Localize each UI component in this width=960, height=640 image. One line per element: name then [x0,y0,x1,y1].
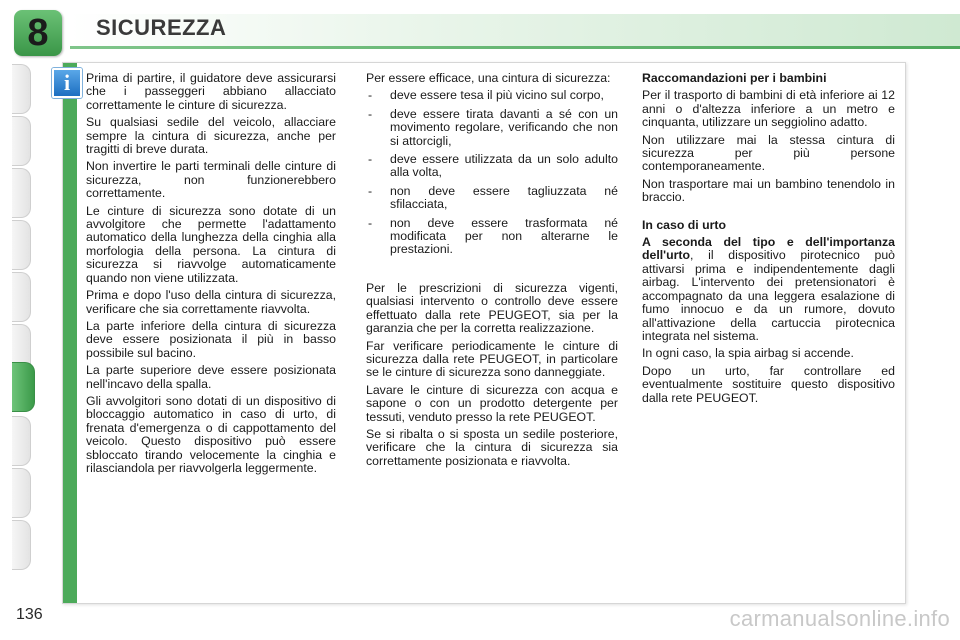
list-item: - deve essere tirata davanti a sé con un movimento regolare, verificando che non si attorcigli, [366,108,618,148]
paragraph: Per il trasporto di bambini di età inferiore ai 12 anni o d'altezza inferiore a un metro e cinquanta, utilizzare un seggiolino adatto. [642,88,895,130]
requirements-list [366,89,618,256]
paragraph: Gli avvolgitori sono dotati di un dispositivo di bloccaggio automatico in caso di urto, di frenata d'emergenza o di cappottamento del veicolo. Questo dispositivo può essere sbloccato tirando velocemente la cinghia e rilasciandola per riavvolgerla leggermente. [86,393,336,475]
paragraph: Far verificare periodicamente le cinture di sicurezza dalla rete PEUGEOT, in particolare se le cinture di sicurezza sono danneggiate. [366,338,618,380]
list-item: - deve essere tesa il più vicino sul corpo, [366,89,618,102]
chapter-tab-2[interactable] [12,116,31,166]
paragraph: Su qualsiasi sedile del veicolo, allacciare sempre la cintura di sicurezza, anche per tragitti di breve durata. [86,115,336,157]
section-heading-impact: In caso di urto [642,217,727,232]
section-heading-children: Raccomandazioni per i bambini [642,71,827,85]
paragraph: Prima e dopo l'uso della cintura di sicurezza, verificare che sia correttamente riavvolta. [86,288,336,316]
column-2 [366,72,618,472]
chapter-tab-4[interactable] [12,220,31,270]
paragraph: Per le prescrizioni di sicurezza vigenti, qualsiasi intervento o controllo deve essere effettuato dalla rete PEUGEOT, sia per la garanzia che per la corretta realizzazione. [366,280,618,336]
chapter-tab-1[interactable] [12,64,31,114]
page-header [0,0,960,62]
lead-rest: , il dispositivo pirotecnico può attivarsi prima e indipendentemente dagli airbag. L'intervento dei pretensionatori è accompagnato da una leggera esalazione di fumo innocuo e da un rumore, dovuto all'attivazione della cartuccia pirotecnica integrata nel sistema. [642,248,895,343]
chapter-tab-9[interactable] [12,416,31,466]
chapter-tab-3[interactable] [12,168,31,218]
info-icon [52,68,82,98]
paragraph: Prima di partire, il guidatore deve assicurarsi che i passeggeri abbiano allacciato correttamente le cinture di sicurezza. [86,71,336,112]
list-item: - non deve essere trasformata né modificata per non alterarne le prestazioni. [366,217,618,257]
header-underline [70,46,960,49]
paragraph-impact [642,236,895,343]
chapter-tab-10[interactable] [12,468,31,518]
paragraph: Non trasportare mai un bambino tenendolo in braccio. [642,176,895,205]
list-item: - deve essere utilizzata da un solo adulto alla volta, [366,153,618,180]
spacer [366,262,618,282]
paragraph: Non utilizzare mai la stessa cintura di sicurezza per più persone contemporaneamente. [642,132,895,174]
column-1 [86,72,336,479]
paragraph: Se si ribalta o si sposta un sedile posteriore, verificare che la cintura di sicurezza sia correttamente posizionata e riavvolta. [366,426,618,468]
paragraph: Le cinture di sicurezza sono dotate di un avvolgitore che permette l'adattamento automatico della lunghezza della cinghia alla morfologia della persona. La cintura di sicurezza si riavvolge automaticamente quando non viene utilizzata. [86,203,336,285]
paragraph: Non invertire le parti terminali delle cinture di sicurezza, non funzionerebbero correttamente. [86,159,336,201]
bold-lead: A seconda del tipo e dell'importanza dell'urto [642,235,895,263]
chapter-tabs [12,64,32,578]
content-stripe [63,63,77,603]
page-title: SICUREZZA [96,15,227,40]
chapter-tab-8-active[interactable] [12,362,35,412]
paragraph: La parte superiore deve essere posizionata nell'incavo della spalla. [86,363,336,391]
paragraph: In ogni caso, la spia airbag si accende. [642,346,854,361]
paragraph: Lavare le cinture di sicurezza con acqua e sapone o con un prodotto detergente per tessuti, venduto presso la rete PEUGEOT. [366,382,618,424]
paragraph: Dopo un urto, far controllare ed eventualmente sostituire questo dispositivo dalla rete PEUGEOT. [642,363,895,405]
chapter-tab-11[interactable] [12,520,31,570]
chapter-tab-5[interactable] [12,272,31,322]
list-intro: Per essere efficace, una cintura di sicurezza: [366,71,611,85]
chapter-badge [14,10,62,56]
info-glyph: i [63,70,71,95]
page-number: 136 [16,606,43,623]
paragraph: La parte inferiore della cintura di sicurezza deve essere posizionata il più in basso possibile sul bacino. [86,318,336,360]
list-item: - non deve essere tagliuzzata né sfilacciata, [366,185,618,212]
column-3 [642,72,895,409]
chapter-number: 8 [27,12,49,54]
watermark: carmanualsonline.info [729,606,950,631]
